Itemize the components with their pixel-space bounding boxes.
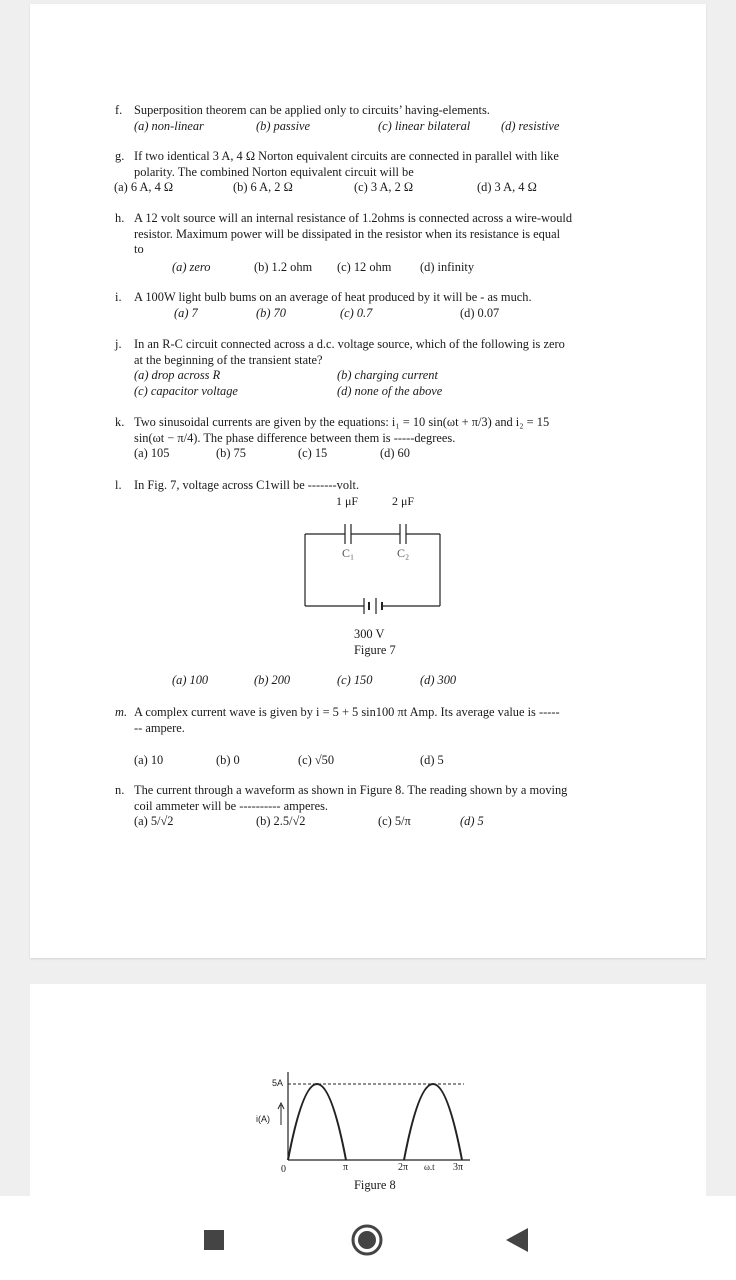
question-text: Superposition theorem can be applied only to circuits’ having-elements. <box>134 103 490 117</box>
figure-8-caption: Figure 8 <box>354 1178 396 1192</box>
option-a: (a) drop across R <box>134 368 221 383</box>
question-h <box>115 211 632 275</box>
option-c: (c) 5/π <box>378 814 411 829</box>
document-page-2 <box>30 984 706 1196</box>
question-text-line-1: If two identical 3 A, 4 Ω Norton equivalent circuits are connected in parallel with like <box>134 149 559 163</box>
question-number: j. <box>115 337 122 351</box>
recent-apps-button[interactable] <box>204 1230 224 1250</box>
options-row <box>134 306 632 322</box>
question-text-line-2: polarity. The combined Norton equivalent circuit will be <box>134 164 414 179</box>
option-a: (a) 6 A, 4 Ω <box>114 180 174 195</box>
question-text-line-3: to <box>134 242 144 257</box>
option-a: (a) 10 <box>134 753 164 768</box>
option-b: (b) 6 A, 2 Ω <box>233 180 293 195</box>
option-b: (b) 1.2 ohm <box>254 259 313 274</box>
question-text-line-1: A 12 volt source will an internal resistance of 1.2ohms is connected across a wire-would <box>134 211 573 225</box>
options-row <box>134 260 632 276</box>
question-m <box>115 705 632 769</box>
figure-7 <box>300 494 450 664</box>
option-d: (d) 0.07 <box>460 305 500 320</box>
option-a: (a) non-linear <box>134 118 204 133</box>
figure-8 <box>248 1070 478 1196</box>
options-row <box>134 814 632 830</box>
options-row <box>114 180 632 196</box>
option-d: (d) 300 <box>420 673 457 687</box>
y-axis-label: i(A) <box>256 1114 270 1124</box>
option-c: (c) linear bilateral <box>378 118 471 133</box>
c1-label: C₁ <box>342 546 355 560</box>
question-text-line-2: coil ammeter will be ---------- amperes. <box>134 798 329 813</box>
question-number: l. <box>115 478 122 492</box>
question-k <box>115 415 632 462</box>
question-number: m. <box>115 705 128 719</box>
option-c: (c) 0.7 <box>340 305 373 320</box>
question-text-line-2: resistor. Maximum power will be dissipated in the resistor when its resistance is equal <box>134 226 561 241</box>
question-number: k. <box>115 415 125 429</box>
question-number: h. <box>115 211 125 225</box>
figure-7-caption: Figure 7 <box>354 643 396 657</box>
option-b: (b) 200 <box>254 673 291 687</box>
option-a: (a) 100 <box>172 673 209 687</box>
option-d: (d) 60 <box>380 446 410 461</box>
option-b: (b) passive <box>256 118 311 133</box>
option-b: (b) charging current <box>337 368 438 383</box>
option-c: (c) 12 ohm <box>337 259 392 274</box>
option-a: (a) 7 <box>174 305 198 320</box>
option-b: (b) 70 <box>256 305 286 320</box>
question-number: f. <box>115 103 123 117</box>
option-d: (d) resistive <box>501 118 560 133</box>
question-text-line-1: Two sinusoidal currents are given by the equations: i₁ = 10 sin(ωt + π/3) and i₂ = 15 <box>134 415 550 429</box>
question-text-line-1: The current through a waveform as shown in Figure 8. The reading shown by a moving <box>134 783 568 797</box>
option-b: (b) 75 <box>216 446 246 461</box>
home-button[interactable] <box>351 1224 383 1256</box>
c2-value: 2 μF <box>392 494 415 508</box>
question-i <box>115 290 632 321</box>
option-d: (d) 5 <box>460 814 484 829</box>
option-c: (c) √50 <box>298 753 335 768</box>
square-icon <box>204 1230 224 1250</box>
origin-label: 0 <box>281 1164 286 1175</box>
question-number: i. <box>115 290 122 304</box>
x-axis-label: ω.t <box>424 1162 435 1172</box>
question-f <box>115 103 632 134</box>
peak-label: 5A <box>272 1078 284 1088</box>
x-tick-2pi: 2π <box>398 1162 409 1173</box>
options-row <box>134 446 632 462</box>
option-c: (c) 150 <box>337 673 373 687</box>
options-row <box>134 119 632 135</box>
circle-icon <box>351 1224 383 1256</box>
back-button[interactable] <box>506 1228 528 1252</box>
question-text: A 100W light bulb bums on an average of heat produced by it will be - as much. <box>134 290 532 304</box>
source-voltage: 300 V <box>354 627 385 641</box>
question-l-options <box>134 673 632 689</box>
options-row <box>134 753 632 769</box>
c2-label: C₂ <box>397 546 410 560</box>
options-row-2 <box>134 384 632 400</box>
option-c: (c) 3 A, 2 Ω <box>354 180 414 195</box>
question-text-line-2: at the beginning of the transient state? <box>134 352 323 367</box>
triangle-icon <box>506 1228 528 1252</box>
option-a: (a) 5/√2 <box>134 814 174 829</box>
question-text: In Fig. 7, voltage across C1will be -------volt. <box>134 478 360 492</box>
options-row <box>134 673 632 689</box>
options-row-1 <box>134 368 632 384</box>
question-g <box>114 149 632 196</box>
question-number: n. <box>115 783 125 797</box>
document-page-1 <box>30 4 706 958</box>
option-b: (b) 0 <box>216 753 240 768</box>
option-d: (d) none of the above <box>337 383 443 398</box>
option-b: (b) 2.5/√2 <box>256 814 306 829</box>
question-text-line-2: -- ampere. <box>134 720 185 735</box>
android-nav-bar <box>0 1196 736 1280</box>
x-tick-3pi: 3π <box>453 1162 464 1173</box>
option-a: (a) 105 <box>134 446 170 461</box>
option-c: (c) capacitor voltage <box>134 383 238 398</box>
question-l <box>115 478 632 494</box>
question-j <box>115 337 632 399</box>
x-tick-pi: π <box>343 1162 349 1173</box>
c1-value: 1 μF <box>336 494 359 508</box>
option-c: (c) 15 <box>298 446 328 461</box>
option-d: (d) 3 A, 4 Ω <box>477 180 537 195</box>
question-number: g. <box>115 149 125 163</box>
option-a: (a) zero <box>172 259 211 274</box>
option-d: (d) infinity <box>420 259 475 274</box>
question-text-line-1: In an R-C circuit connected across a d.c. voltage source, which of the following is zero <box>134 337 565 351</box>
question-n <box>115 783 632 830</box>
option-d: (d) 5 <box>420 753 444 768</box>
question-text-line-1: A complex current wave is given by i = 5 + 5 sin100 πt Amp. Its average value is ----- <box>134 705 560 719</box>
question-text-line-2: sin(ωt − π/4). The phase difference between them is -----degrees. <box>134 430 456 445</box>
